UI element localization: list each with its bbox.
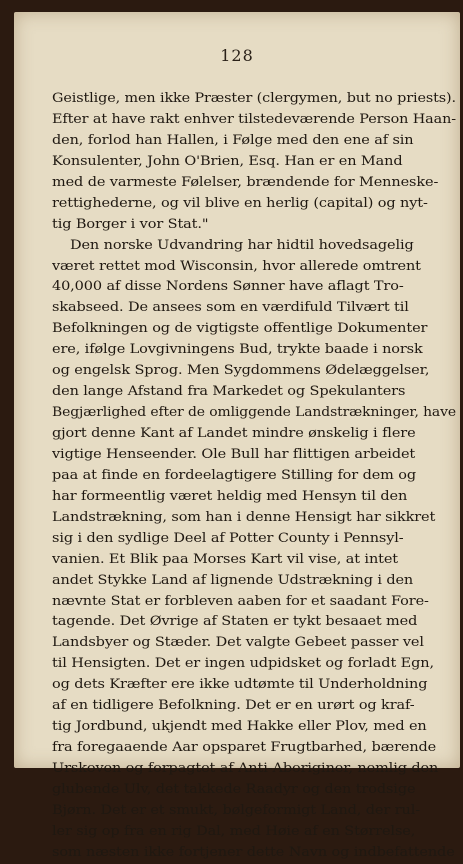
text-line: har formeentlig været heldig med Hensyn til den bbox=[52, 488, 408, 504]
text-line: Konsulenter, John O'Brien, Esq. Han er en Mand bbox=[52, 153, 403, 169]
text-line: som næsten ikke fortjener dette Navn og indbefattende bbox=[52, 844, 455, 860]
text-line: den, forlod han Hallen, i Følge med den ene af sin bbox=[52, 132, 414, 148]
text-line: Landstrækning, som han i denne Hensigt har sikkret bbox=[52, 509, 436, 525]
text-line: 40,000 af disse Nordens Sønner have aflagt Tro- bbox=[52, 279, 404, 295]
book-page bbox=[14, 12, 460, 860]
text-line: med de varmeste Følelser, brændende for Menneske- bbox=[52, 174, 439, 190]
text-line: vanien. Et Blik paa Morses Kart vil vise, at intet bbox=[52, 551, 399, 567]
text-line: sig i den sydlige Deel af Potter County i Pennsyl- bbox=[52, 530, 404, 546]
body-text bbox=[52, 89, 456, 864]
text-line: tig Jordbund, ukjendt med Hakke eller Plov, med en bbox=[52, 719, 427, 735]
text-line: ere, ifølge Lovgivningens Bud, trykte baade i norsk bbox=[52, 342, 423, 358]
text-line: den lange Afstand fra Markedet og Spekulanters bbox=[52, 384, 406, 400]
text-line: til Hensigten. Det er ingen udpidsket og forladt Egn, bbox=[52, 656, 434, 672]
text-line: Efter at have rakt enhver tilstedeværende Person Haan- bbox=[52, 111, 456, 127]
text-line: og engelsk Sprog. Men Sygdommens Ødelæggelser, bbox=[52, 363, 430, 379]
text-line: Bjørn. Det er et smukt, bølgeformigt Land, der rul- bbox=[52, 802, 420, 818]
text-line: ler sig op fra en rig Dal, med Høie af en Størrelse, bbox=[52, 823, 416, 839]
text-line: af en tidligere Befolkning. Det er en urørt og kraf- bbox=[52, 698, 415, 714]
text-line: Landsbyer og Stæder. Det valgte Gebeet passer vel bbox=[52, 635, 424, 651]
text-line: rettighederne, og vil blive en herlig (capital) og nyt- bbox=[52, 195, 428, 211]
text-line: glubende Ulv, det takkede Raadyr og den trodsige bbox=[52, 781, 416, 797]
text-line: skabseed. De ansees som en værdifuld Tilvært til bbox=[52, 300, 409, 316]
text-line: og dets Kræfter ere ikke udtømte til Underholdning bbox=[52, 677, 428, 693]
text-line: paa at finde en fordeelagtigere Stilling for dem og bbox=[52, 467, 417, 483]
text-line: Befolkningen og de vigtigste offentlige Dokumenter bbox=[52, 321, 428, 337]
text-line: Begjærlighed efter de omliggende Landstrækninger, have bbox=[52, 405, 456, 421]
text-line: gjort denne Kant af Landet mindre ønskelig i flere bbox=[52, 426, 416, 441]
text-line: vigtige Henseender. Ole Bull har flittigen arbeidet bbox=[52, 446, 416, 462]
text-line: Urskoven og forpagtet af Anti-Aboriginer, nemlig den bbox=[52, 761, 439, 776]
text-line: tig Borger i vor Stat." bbox=[52, 216, 209, 232]
page-number: 128 bbox=[220, 46, 254, 65]
text-line: nævnte Stat er forbleven aaben for et saadant Fore- bbox=[52, 593, 429, 609]
text-line: Den norske Udvandring har hidtil hovedsagelig bbox=[70, 237, 414, 253]
text-line: været rettet mod Wisconsin, hvor allerede omtrent bbox=[52, 258, 421, 274]
text-line: tagende. Det Øvrige af Staten er tykt besaaet med bbox=[52, 614, 418, 630]
text-line: andet Stykke Land af lignende Udstrækning i den bbox=[52, 572, 414, 588]
text-line: Geistlige, men ikke Præster (clergymen, but no priests). bbox=[52, 91, 456, 106]
text-line: fra foregaaende Aar opsparet Frugtbarhed, bærende bbox=[52, 740, 437, 756]
